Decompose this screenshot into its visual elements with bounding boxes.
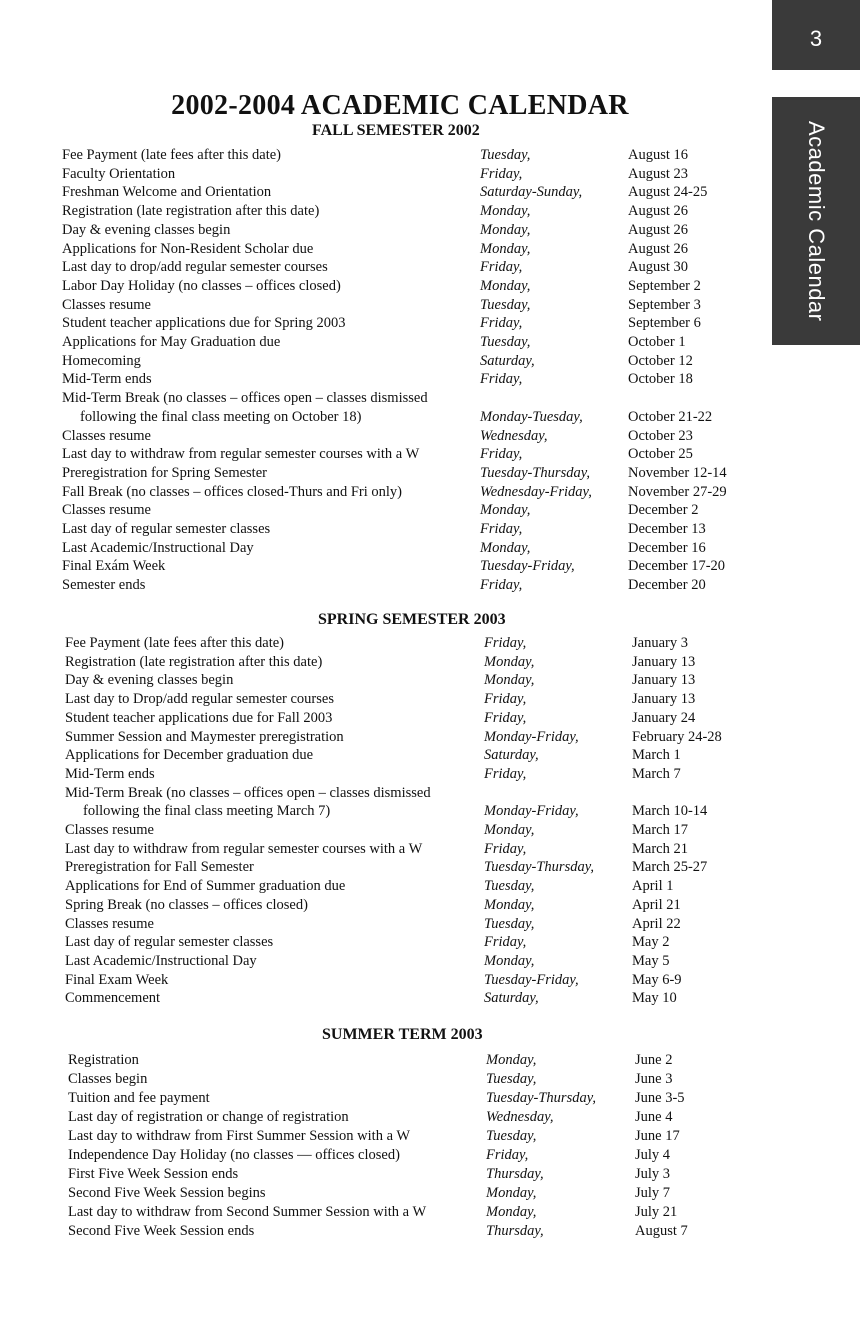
calendar-row [62,501,768,520]
event-label: Classes resume [62,502,151,519]
event-day: Friday, [484,635,527,651]
event-label: Mid-Term ends [65,765,155,782]
event-label: Fall Break (no classes – offices closed-Thurs and Fri only) [62,483,402,500]
event-label: Last Academic/Instructional Day [65,952,257,969]
section-heading: FALL SEMESTER 2002 [312,122,480,139]
event-date: March 25-27 [632,859,708,876]
calendar-row [62,258,768,277]
event-date: December 17-20 [628,558,726,575]
event-day: Tuesday, [480,147,531,163]
event-date: July 4 [635,1147,671,1163]
event-label: Fee Payment (late fees after this date) [65,635,285,651]
event-day: Saturday, [480,352,535,369]
event-date: April 1 [632,878,674,895]
calendar-row [62,539,768,558]
event-label: Registration (late registration after this date) [62,203,320,220]
event-label: Commencement [65,990,161,1007]
event-day: Friday, [480,165,523,182]
event-date: March 1 [632,747,681,764]
event-label: Last day to withdraw from regular semester courses with a W [62,446,420,463]
event-label: Classes resume [62,427,151,444]
calendar-row [65,915,772,934]
event-date: March 21 [632,840,688,857]
event-day: Tuesday, [480,296,531,313]
event-day: Tuesday-Friday, [480,558,575,575]
calendar-row [62,296,768,315]
event-day: Monday, [486,1185,537,1201]
event-date: August 26 [628,221,689,238]
event-date: December 2 [628,502,699,519]
event-date: July 3 [635,1166,671,1182]
calendar-row [62,146,768,165]
calendar-row [65,765,772,784]
event-label: Independence Day Holiday (no classes — offices closed) [68,1147,400,1163]
calendar-row [62,352,768,371]
event-day: Monday-Friday, [484,728,579,745]
event-day: Monday, [480,502,531,519]
event-date: October 25 [628,446,693,463]
event-label: First Five Week Session ends [68,1166,239,1182]
event-date: May 10 [632,990,677,1007]
event-date: August 16 [628,147,689,163]
calendar-row [65,690,772,709]
event-date: September 6 [628,315,701,332]
calendar-row [65,821,772,840]
event-date: June 2 [635,1052,673,1068]
calendar-row [68,1127,775,1146]
event-date: November 12-14 [628,464,727,481]
event-date: January 13 [632,691,696,708]
event-day: Friday, [484,765,527,782]
calendar-row [65,952,772,971]
event-label: Last day of registration or change of registration [68,1109,349,1125]
event-label: Classes resume [65,915,154,932]
event-date: October 18 [628,371,693,388]
event-day: Thursday, [486,1166,544,1182]
calendar-row [62,520,768,539]
event-label: Last day to withdraw from regular semester courses with a W [65,840,423,857]
event-day: Monday-Tuesday, [480,408,583,425]
page-number: 3 [809,26,823,51]
event-label: Applications for Non-Resident Scholar due [62,240,314,257]
event-day: Monday, [484,822,535,838]
event-label: Preregistration for Spring Semester [62,464,267,481]
event-date: January 13 [632,672,696,689]
event-date: June 17 [635,1128,680,1144]
event-date: April 22 [632,915,681,932]
event-label: Second Five Week Session ends [68,1223,255,1239]
calendar-row [62,202,768,221]
event-date: May 6-9 [632,971,682,988]
event-label: Classes begin [68,1071,148,1087]
event-date: August 7 [635,1223,688,1239]
event-label: Mid-Term Break (no classes – offices open – classes dismissed [65,784,431,801]
event-day: Friday, [480,446,523,463]
event-date: March 10-14 [632,803,708,820]
event-date: March 17 [632,822,688,838]
calendar-row [65,896,772,915]
event-day: Saturday, [484,990,539,1007]
event-date: January 3 [632,635,688,651]
event-day: Friday, [484,840,527,857]
calendar-row [65,709,772,728]
event-label: Summer Session and Maymester preregistration [65,728,344,745]
event-date: April 21 [632,896,681,913]
calendar-row [68,1146,775,1165]
event-day: Tuesday-Friday, [484,971,579,988]
event-date: December 20 [628,577,706,594]
calendar-row [62,221,768,240]
event-day: Monday, [484,896,535,913]
event-day: Friday, [480,259,523,276]
calendar-row [68,1203,775,1222]
calendar-row [68,1089,775,1108]
event-date: February 24-28 [632,728,722,745]
calendar-row [65,933,772,952]
event-day: Monday, [484,672,535,689]
event-label: Fee Payment (late fees after this date) [62,147,282,163]
event-label: Classes resume [62,296,151,313]
event-day: Friday, [480,315,523,332]
calendar-row [65,989,772,1008]
event-date: July 21 [635,1204,678,1220]
event-label: following the final class meeting March 7) [83,803,331,820]
calendar-row [62,333,768,352]
event-date: August 30 [628,259,689,276]
calendar-row [62,483,768,502]
event-day: Wednesday-Friday, [480,483,592,500]
section-heading: SUMMER TERM 2003 [322,1026,483,1043]
calendar-row [68,1165,775,1184]
event-label: Student teacher applications due for Fall 2003 [65,709,333,726]
side-tab-label: Academic Calendar [804,120,829,322]
event-label: Applications for December graduation due [65,747,314,764]
calendar-row [62,408,768,427]
event-date: October 23 [628,427,693,444]
event-day: Saturday-Sunday, [480,184,583,201]
calendar-row [68,1051,775,1070]
calendar-row [62,314,768,333]
event-day: Friday, [484,709,527,726]
event-date: August 24-25 [628,184,708,201]
event-date: September 2 [628,277,701,294]
calendar-row [68,1070,775,1089]
event-day: Friday, [484,934,527,951]
event-date: September 3 [628,296,701,313]
calendar-row [65,671,772,690]
event-day: Wednesday, [480,427,548,444]
event-date: January 13 [632,653,696,670]
event-label: Student teacher applications due for Spring 2003 [62,315,346,332]
event-date: August 23 [628,165,689,182]
event-day: Tuesday, [486,1071,537,1087]
event-day: Monday, [480,539,531,556]
calendar-row [65,746,772,765]
page-number-tab [772,0,860,70]
event-day: Tuesday, [484,915,535,932]
event-label: Last day to withdraw from First Summer Session with a W [68,1128,411,1144]
event-label: Final Exam Week [65,971,169,988]
calendar-row [65,634,772,653]
event-label: Registration [68,1052,139,1068]
calendar-row [68,1108,775,1127]
event-date: March 7 [632,765,681,782]
calendar-row [62,576,768,595]
event-date: May 2 [632,934,670,951]
event-label: Semester ends [62,577,146,594]
calendar-row [65,858,772,877]
event-date: December 13 [628,521,706,537]
event-label: Last day to drop/add regular semester courses [62,259,328,276]
event-label: Homecoming [62,352,141,369]
event-label: Preregistration for Fall Semester [65,859,254,876]
calendar-row [62,370,768,389]
event-label: Mid-Term Break (no classes – offices open – classes dismissed [62,390,428,407]
event-day: Monday-Friday, [484,803,579,820]
event-day: Tuesday-Thursday, [484,859,594,876]
event-day: Wednesday, [486,1109,554,1125]
event-label: Last day of regular semester classes [65,934,274,951]
event-label: Day & evening classes begin [62,221,231,238]
event-day: Tuesday, [486,1128,537,1144]
calendar-row [62,464,768,483]
calendar-row [68,1184,775,1203]
calendar-row [62,427,768,446]
event-label: Registration (late registration after this date) [65,653,323,670]
event-date: November 27-29 [628,483,727,500]
event-date: June 3-5 [635,1090,685,1106]
event-label: following the final class meeting on October 18) [80,408,362,425]
event-date: August 26 [628,203,689,220]
calendar-row [62,240,768,259]
event-label: Spring Break (no classes – offices closed) [65,896,308,913]
event-date: October 1 [628,334,686,350]
event-label: Faculty Orientation [62,165,176,182]
event-day: Friday, [486,1147,529,1163]
event-date: June 4 [635,1109,673,1125]
event-label: Last day to withdraw from Second Summer Session with a W [68,1204,427,1220]
page-title: 2002-2004 ACADEMIC CALENDAR [171,90,629,121]
event-date: July 7 [635,1185,671,1201]
calendar-row [68,1222,775,1241]
calendar-row [62,183,768,202]
event-date: October 12 [628,352,693,369]
section-heading: SPRING SEMESTER 2003 [318,611,506,628]
section-side-tab [772,97,860,345]
event-day: Friday, [480,371,523,388]
event-day: Monday, [486,1052,537,1068]
event-label: Labor Day Holiday (no classes – offices closed) [62,277,341,294]
event-day: Friday, [480,521,523,537]
event-day: Tuesday-Thursday, [480,464,590,481]
event-date: June 3 [635,1071,673,1087]
calendar-row [65,802,772,821]
calendar-row [62,165,768,184]
event-day: Monday, [486,1204,537,1220]
event-label: Last day of regular semester classes [62,521,271,537]
event-day: Monday, [480,221,531,238]
event-day: Saturday, [484,747,539,764]
event-label: Mid-Term ends [62,371,152,388]
event-day: Monday, [480,203,531,220]
event-day: Monday, [480,240,531,257]
event-label: Freshman Welcome and Orientation [62,184,272,201]
event-day: Monday, [480,277,531,294]
event-label: Day & evening classes begin [65,672,234,689]
event-day: Thursday, [486,1223,544,1239]
event-label: Applications for May Graduation due [62,334,281,350]
event-label: Tuition and fee payment [68,1090,210,1106]
event-label: Applications for End of Summer graduation due [65,878,346,895]
event-date: May 5 [632,952,670,969]
event-day: Monday, [484,653,535,670]
event-date: August 26 [628,240,689,257]
calendar-row [62,445,768,464]
event-label: Classes resume [65,822,154,838]
event-label: Final Exám Week [62,558,166,575]
event-label: Second Five Week Session begins [68,1185,266,1201]
event-day: Tuesday-Thursday, [486,1090,596,1106]
event-day: Tuesday, [480,334,531,350]
calendar-row [65,653,772,672]
event-date: October 21-22 [628,408,713,425]
calendar-row [65,971,772,990]
event-date: January 24 [632,709,696,726]
event-label: Last day to Drop/add regular semester courses [65,691,334,708]
calendar-row [65,728,772,747]
event-day: Tuesday, [484,878,535,895]
event-day: Friday, [484,691,527,708]
calendar-row [62,557,768,576]
calendar-row [65,877,772,896]
event-day: Monday, [484,952,535,969]
calendar-row [62,277,768,296]
calendar-row [65,840,772,859]
calendar-row [62,389,768,408]
calendar-row [65,784,772,803]
event-label: Last Academic/Instructional Day [62,539,254,556]
event-day: Friday, [480,577,523,594]
event-date: December 16 [628,539,706,556]
